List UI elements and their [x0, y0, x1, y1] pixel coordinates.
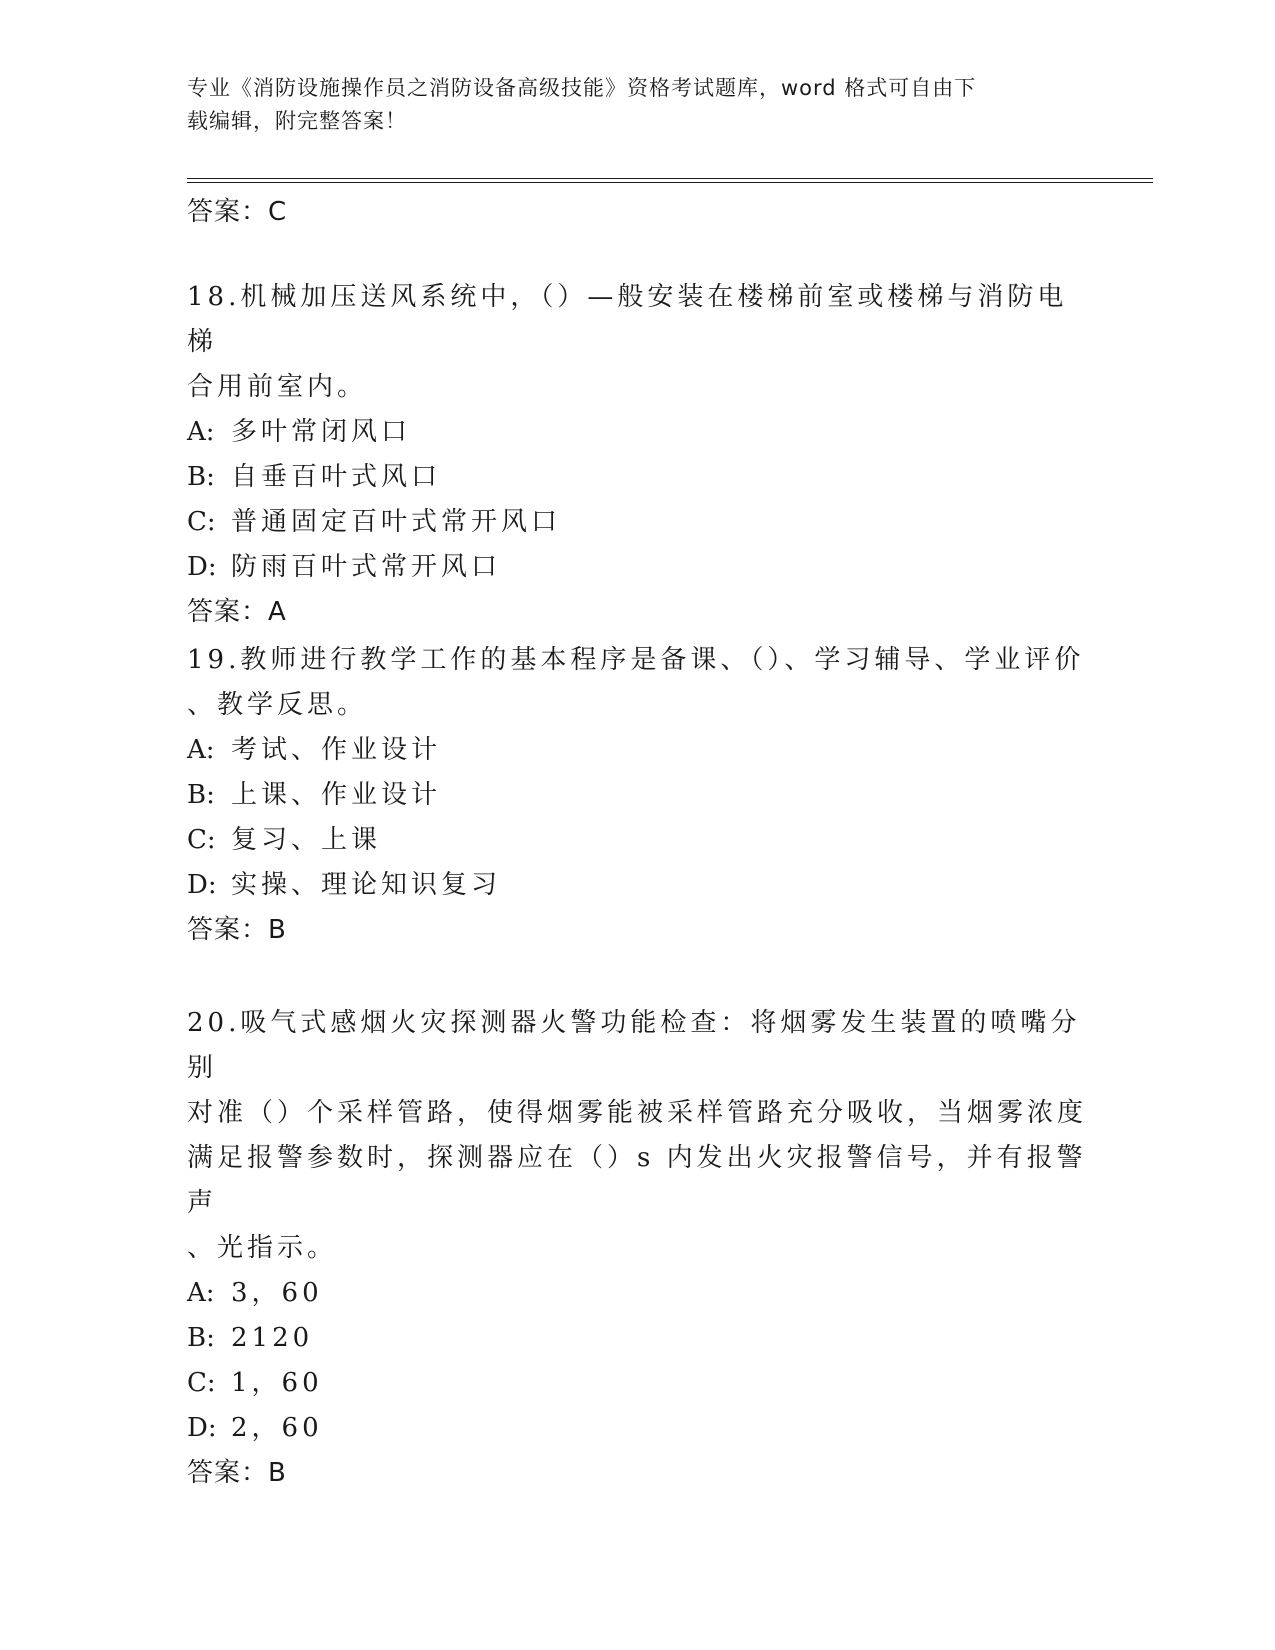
answer-line: 答案：A [187, 597, 287, 627]
option-text: 实操、理论知识复习 [231, 870, 502, 900]
option-text: 考试、作业设计 [231, 735, 442, 765]
option-b [187, 455, 1087, 500]
option-text: 自垂百叶式风口 [231, 462, 442, 492]
option-letter: C: [187, 1368, 216, 1398]
option-letter: A: [187, 417, 215, 447]
option-letter: B: [187, 1323, 215, 1353]
option-d [187, 545, 1087, 590]
option-b [187, 1316, 1087, 1361]
option-letter: B: [187, 462, 215, 492]
option-text: 3，60 [231, 1278, 323, 1308]
question-stem-line: 19.教师进行教学工作的基本程序是备课、（）、学习辅导、学业评价 [187, 645, 1085, 675]
header-line-1: 专业《消防设施操作员之消防设备高级技能》资格考试题库，word 格式可自由下 [187, 76, 977, 100]
option-c [187, 1361, 1087, 1406]
option-c [187, 818, 1087, 863]
option-letter: C: [187, 507, 216, 537]
question-stem-line: 满足报警参数时，探测器应在（）s 内发出火灾报警信号，并有报警声 [187, 1143, 1087, 1218]
question-stem-line: 对准（）个采样管路，使得烟雾能被采样管路充分吸收，当烟雾浓度 [187, 1098, 1088, 1128]
question-stem-line: 、教学反思。 [187, 690, 368, 720]
header-line-2: 载编辑，附完整答案！ [187, 109, 407, 133]
option-letter: A: [187, 735, 215, 765]
option-letter: D: [187, 1413, 217, 1443]
option-letter: D: [187, 552, 217, 582]
question-stem-line: 18.机械加压送风系统中，（）—般安装在楼梯前室或楼梯与消防电梯 [187, 282, 1068, 357]
document-header [187, 72, 1077, 138]
option-a [187, 1271, 1087, 1316]
header-divider-bottom [187, 182, 1153, 183]
option-text: 上课、作业设计 [231, 780, 442, 810]
option-c [187, 500, 1087, 545]
question-20 [187, 1001, 1087, 1496]
question-stem-line: 合用前室内。 [187, 372, 368, 402]
option-text: 2，60 [231, 1413, 323, 1443]
answer-line: 答案：B [187, 1458, 287, 1488]
option-text: 防雨百叶式常开风口 [231, 552, 502, 582]
previous-answer: 答案：C [187, 197, 288, 227]
answer-line: 答案：B [187, 915, 287, 945]
header-divider-top [187, 178, 1153, 179]
option-text: 1，60 [231, 1368, 323, 1398]
option-text: 多叶常闭风口 [231, 417, 412, 447]
option-b [187, 773, 1087, 818]
question-stem-line: 20.吸气式感烟火灾探测器火警功能检查：将烟雾发生装置的喷嘴分别 [187, 1008, 1081, 1083]
question-stem-line: 、光指示。 [187, 1233, 338, 1263]
option-letter: B: [187, 780, 215, 810]
option-text: 普通固定百叶式常开风口 [231, 507, 562, 537]
option-letter: D: [187, 870, 217, 900]
option-text: 复习、上课 [231, 825, 382, 855]
question-18 [187, 275, 1087, 635]
option-d [187, 863, 1087, 908]
option-text: 2120 [231, 1323, 314, 1353]
option-d [187, 1406, 1087, 1451]
option-a [187, 410, 1087, 455]
option-a [187, 728, 1087, 773]
option-letter: C: [187, 825, 216, 855]
question-19 [187, 638, 1087, 953]
option-letter: A: [187, 1278, 215, 1308]
